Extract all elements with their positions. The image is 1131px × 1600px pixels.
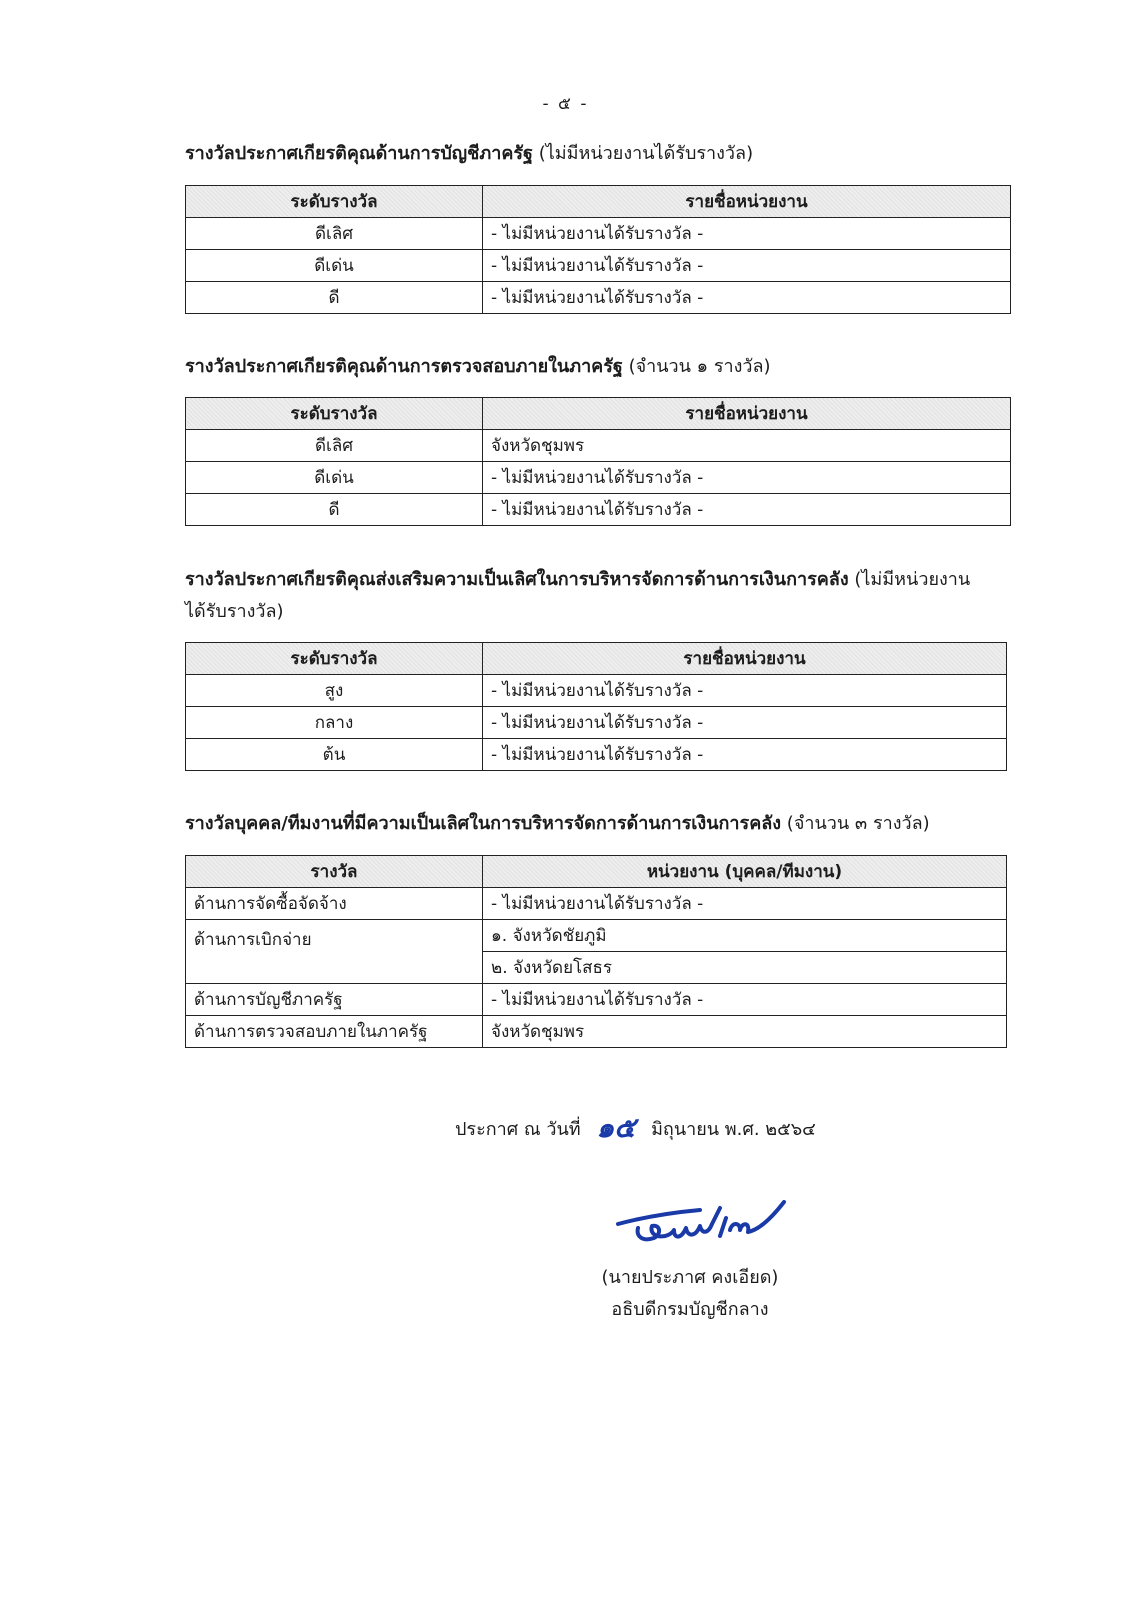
table-row [186,218,1011,250]
announcement-date-line [455,1108,955,1148]
header-level: ระดับรางวัล [186,398,483,430]
section-title-note: (จำนวน ๓ รางวัล) [786,813,930,834]
cell-unit: - ไม่มีหน่วยงานได้รับรางวัล - [483,984,1007,1016]
announcement-prefix: ประกาศ ณ วันที่ [455,1119,581,1140]
table-header-row [186,643,1007,675]
cell-unit: - ไม่มีหน่วยงานได้รับรางวัล - [483,250,1011,282]
header-unit: หน่วยงาน (บุคคล/ทีมงาน) [483,856,1007,888]
cell-unit: - ไม่มีหน่วยงานได้รับรางวัล - [483,494,1011,526]
section-title-text: รางวัลประกาศเกียรติคุณส่งเสริมความเป็นเลิศในการบริหารจัดการด้านการเงินการคลัง [185,569,849,590]
cell-award: ด้านการจัดซื้อจัดจ้าง [186,888,483,920]
award-table-individual-team [185,855,1007,1048]
cell-unit: ๑. จังหวัดชัยภูมิ [483,920,1007,952]
award-table-accounting [185,185,1011,314]
header-unit: รายชื่อหน่วยงาน [483,186,1011,218]
cell-unit: จังหวัดชุมพร [483,1016,1007,1048]
cell-level: สูง [186,675,483,707]
signature-image [608,1188,793,1258]
table-row [186,707,1007,739]
award-table-audit [185,397,1011,526]
section-title-note: (จำนวน ๑ รางวัล) [628,356,771,377]
page-number: - ๕ - [542,94,589,114]
table-row [186,282,1011,314]
table-row [186,888,1007,920]
section-title-note-cont: ได้รับรางวัล) [185,601,284,622]
cell-level: กลาง [186,707,483,739]
cell-unit: - ไม่มีหน่วยงานได้รับรางวัล - [483,218,1011,250]
signer-name: (นายประภาศ คงเอียด) [601,1267,779,1288]
cell-unit: จังหวัดชุมพร [483,430,1011,462]
table-row [186,984,1007,1016]
cell-unit: - ไม่มีหน่วยงานได้รับรางวัล - [483,675,1007,707]
cell-unit: ๒. จังหวัดยโสธร [483,952,1007,984]
cell-award: ด้านการบัญชีภาครัฐ [186,984,483,1016]
cell-level: ดี [186,282,483,314]
section-title-note: (ไม่มีหน่วยงานได้รับรางวัล) [538,143,754,164]
cell-award: ด้านการเบิกจ่าย [186,920,483,984]
table-header-row [186,398,1011,430]
header-level: ระดับรางวัล [186,643,483,675]
cell-level: ดีเลิศ [186,430,483,462]
section-title-text: รางวัลบุคคล/ทีมงานที่มีความเป็นเลิศในการบริหารจัดการด้านการเงินการคลัง [185,813,782,834]
header-award: รางวัล [186,856,483,888]
section-title-individual-team [185,808,1015,840]
cell-unit: - ไม่มีหน่วยงานได้รับรางวัล - [483,739,1007,771]
cell-level: ดีเลิศ [186,218,483,250]
cell-level: ต้น [186,739,483,771]
header-level: ระดับรางวัล [186,186,483,218]
table-row [186,739,1007,771]
award-table-finance-excellence [185,642,1007,771]
signer-position: อธิบดีกรมบัญชีกลาง [611,1299,769,1320]
section-title-finance-excellence [185,564,1015,628]
cell-level: ดี [186,494,483,526]
cell-unit: - ไม่มีหน่วยงานได้รับรางวัล - [483,282,1011,314]
cell-unit: - ไม่มีหน่วยงานได้รับรางวัล - [483,462,1011,494]
header-unit: รายชื่อหน่วยงาน [483,398,1011,430]
cell-level: ดีเด่น [186,462,483,494]
cell-award: ด้านการตรวจสอบภายในภาครัฐ [186,1016,483,1048]
table-header-row [186,186,1011,218]
table-row [186,920,1007,952]
section-title-accounting [185,138,1015,170]
cell-unit: - ไม่มีหน่วยงานได้รับรางวัล - [483,707,1007,739]
announcement-day-handwritten: ๑๕ [596,1111,636,1144]
announcement-suffix: มิถุนายน พ.ศ. ๒๕๖๔ [651,1119,816,1140]
cell-unit: - ไม่มีหน่วยงานได้รับรางวัล - [483,888,1007,920]
section-title-text: รางวัลประกาศเกียรติคุณด้านการบัญชีภาครัฐ [185,143,533,164]
section-title-text: รางวัลประกาศเกียรติคุณด้านการตรวจสอบภายในภาครัฐ [185,356,623,377]
table-row [186,430,1011,462]
section-title-note: (ไม่มีหน่วยงาน [854,569,971,590]
table-header-row [186,856,1007,888]
table-row [186,250,1011,282]
section-title-audit [185,351,1015,383]
table-row [186,1016,1007,1048]
table-row [186,462,1011,494]
header-unit: รายชื่อหน่วยงาน [483,643,1007,675]
cell-level: ดีเด่น [186,250,483,282]
table-row [186,494,1011,526]
table-row [186,675,1007,707]
